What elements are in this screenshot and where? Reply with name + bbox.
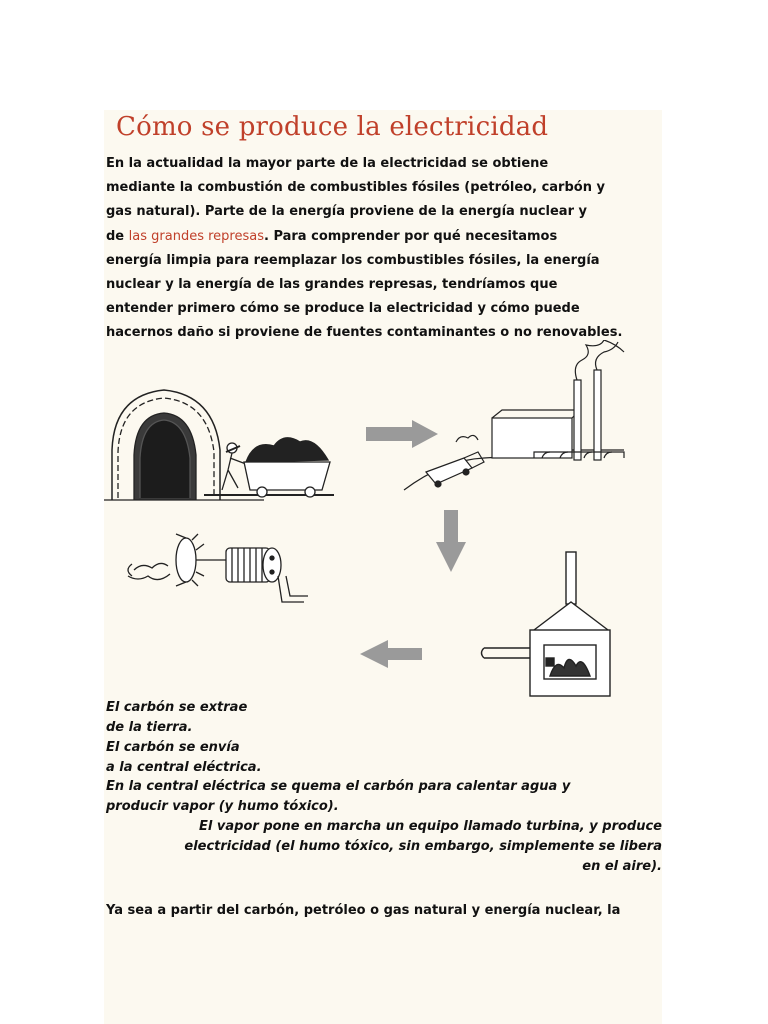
caption-line: El carbón se extrae bbox=[106, 700, 248, 715]
intro-line: energía limpia para reemplazar los combustibles fósiles, la energía bbox=[106, 252, 600, 268]
intro-line: de bbox=[106, 228, 129, 244]
intro-line: nuclear y la energía de las grandes represas, tendríamos que bbox=[106, 277, 558, 293]
intro-line: mediante la combustión de combustibles fósiles (petróleo, carbón y bbox=[106, 180, 605, 196]
electricity-process-illustration bbox=[104, 340, 664, 700]
caption-line: El vapor pone en marcha un equipo llamado turbina, y produce bbox=[199, 819, 662, 834]
caption-line: El carbón se envía bbox=[106, 740, 240, 755]
page-title: Cómo se produce la electricidad bbox=[116, 112, 549, 142]
turbine-generator-icon bbox=[128, 534, 308, 602]
caption-line: electricidad (el humo tóxico, sin embargo, simplemente se libera bbox=[184, 839, 662, 854]
arrow-right-icon bbox=[366, 420, 438, 448]
intro-line: En la actualidad la mayor parte de la electricidad se obtiene bbox=[106, 156, 549, 171]
furnace-icon bbox=[482, 552, 611, 696]
intro-line: entender primero cómo se produce la electricidad y cómo puede bbox=[106, 301, 580, 317]
closing-paragraph: Ya sea a partir del carbón, petróleo o gas natural y energía nuclear, la bbox=[106, 903, 621, 918]
caption-line: a la central eléctrica. bbox=[106, 760, 262, 775]
power-plant-icon bbox=[404, 340, 624, 490]
intro-line: . Para comprender por qué necesitamos bbox=[263, 228, 558, 244]
grandes-represas-link[interactable]: las grandes represas bbox=[128, 228, 264, 244]
intro-line: gas natural). Parte de la energía proviene de la energía nuclear y bbox=[106, 204, 587, 220]
caption-line: producir vapor (y humo tóxico). bbox=[106, 799, 339, 814]
caption-line: En la central eléctrica se quema el carbón para calentar agua y bbox=[106, 779, 571, 794]
caption-line: de la tierra. bbox=[106, 720, 193, 735]
coal-mine-icon bbox=[104, 390, 334, 500]
caption-line: en el aire). bbox=[582, 859, 662, 874]
arrow-left-icon bbox=[360, 640, 422, 668]
intro-paragraph bbox=[106, 152, 666, 346]
arrow-down-icon bbox=[436, 510, 466, 572]
intro-line: hacernos daño si proviene de fuentes contaminantes o no renovables. bbox=[106, 325, 623, 341]
